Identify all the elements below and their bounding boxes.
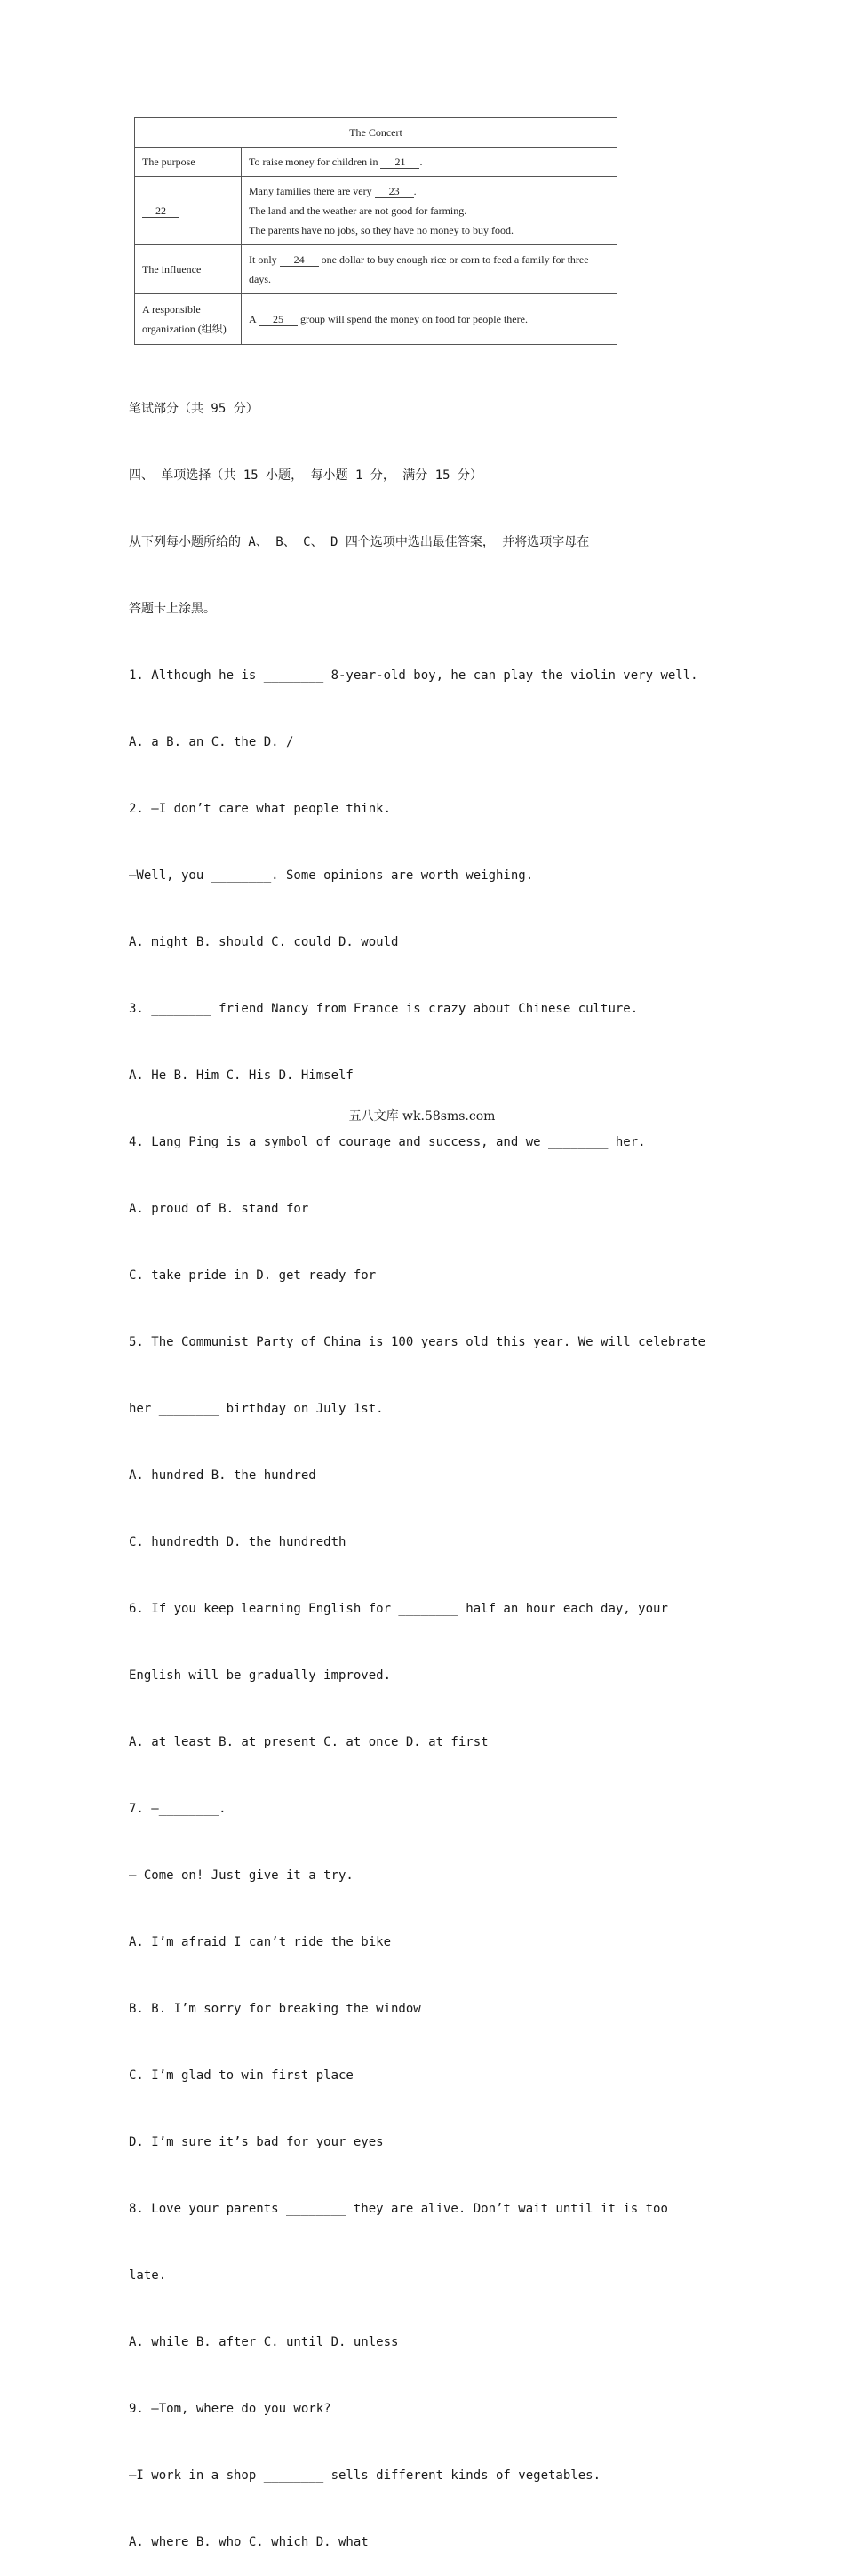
blank-25: 25 — [259, 313, 298, 326]
section-heading: 笔试部分（共 95 分） — [129, 402, 259, 416]
question-line: 8. Love your parents ________ they are alive. Don’t wait until it is too — [129, 2202, 668, 2216]
blank-21: 21 — [380, 156, 419, 169]
option-line: A. a B. an C. the D. / — [129, 735, 294, 749]
row-label: A responsible organization (组织) — [135, 294, 242, 345]
question-line: 7. —________. — [129, 1802, 227, 1816]
option-line: A. at least B. at present C. at once D. at first — [129, 1735, 489, 1749]
table-row — [135, 245, 617, 294]
row-label: The purpose — [135, 148, 242, 177]
question-line: 3. ________ friend Nancy from France is crazy about Chinese culture. — [129, 1002, 639, 1016]
option-line: A. hundred B. the hundred — [129, 1468, 316, 1483]
question-line: 5. The Communist Party of China is 100 years old this year. We will celebrate — [129, 1335, 706, 1349]
option-line: A. where B. who C. which D. what — [129, 2535, 369, 2549]
option-line: A. He B. Him C. His D. Himself — [129, 1068, 354, 1083]
option-line: A. while B. after C. until D. unless — [129, 2335, 399, 2349]
question-line: 2. —I don’t care what people think. — [129, 802, 392, 816]
blank-23: 23 — [375, 185, 414, 198]
option-line: C. I’m glad to win first place — [129, 2068, 354, 2083]
question-line: —I work in a shop ________ sells different kinds of vegetables. — [129, 2468, 601, 2483]
blank-24: 24 — [280, 253, 319, 267]
question-line: her ________ birthday on July 1st. — [129, 1402, 384, 1416]
option-line: B. B. I’m sorry for breaking the window — [129, 2002, 421, 2016]
row-content: It only 24 one dollar to buy enough rice or corn to feed a family for three days. — [242, 245, 617, 294]
row-label: The influence — [135, 245, 242, 294]
row-content: To raise money for children in 21 . — [242, 148, 617, 177]
section-title: 四、 单项选择（共 15 小题， 每小题 1 分， 满分 15 分） — [129, 468, 483, 483]
option-line: A. proud of B. stand for — [129, 1202, 309, 1216]
concert-table — [134, 117, 617, 345]
table-title: The Concert — [135, 118, 617, 148]
exam-questions — [129, 354, 751, 2576]
question-line: 1. Although he is ________ 8-year-old boy, he can play the violin very well. — [129, 668, 698, 683]
table-row — [135, 177, 617, 245]
question-line: 4. Lang Ping is a symbol of courage and success, and we ________ her. — [129, 1135, 646, 1149]
question-line: — Come on! Just give it a try. — [129, 1868, 354, 1883]
table-row — [135, 294, 617, 345]
row-content: A 25 group will spend the money on food for people there. — [242, 294, 617, 345]
option-line: C. hundredth D. the hundredth — [129, 1535, 346, 1549]
instructions: 答题卡上涂黑。 — [129, 602, 216, 616]
row-label — [135, 177, 242, 245]
question-line: English will be gradually improved. — [129, 1668, 392, 1683]
question-line: —Well, you ________. Some opinions are worth weighing. — [129, 868, 534, 883]
option-line: A. might B. should C. could D. would — [129, 935, 399, 949]
blank-22: 22 — [142, 204, 179, 218]
option-line: D. I’m sure it’s bad for your eyes — [129, 2135, 384, 2149]
row-content: Many families there are very 23 . The land and the weather are not good for farming. The parents have no jobs, so they have no money to buy food. — [242, 177, 617, 245]
question-line: late. — [129, 2268, 167, 2283]
question-line: 9. —Tom, where do you work? — [129, 2402, 331, 2416]
instructions: 从下列每小题所给的 A、 B、 C、 D 四个选项中选出最佳答案， 并将选项字母在 — [129, 535, 590, 549]
option-line: C. take pride in D. get ready for — [129, 1268, 377, 1283]
question-line: 6. If you keep learning English for ________ half an hour each day, your — [129, 1602, 668, 1616]
footer-watermark: 五八文库 wk.58sms.com — [348, 1109, 496, 1124]
table-row — [135, 148, 617, 177]
option-line: A. I’m afraid I can’t ride the bike — [129, 1935, 392, 1949]
